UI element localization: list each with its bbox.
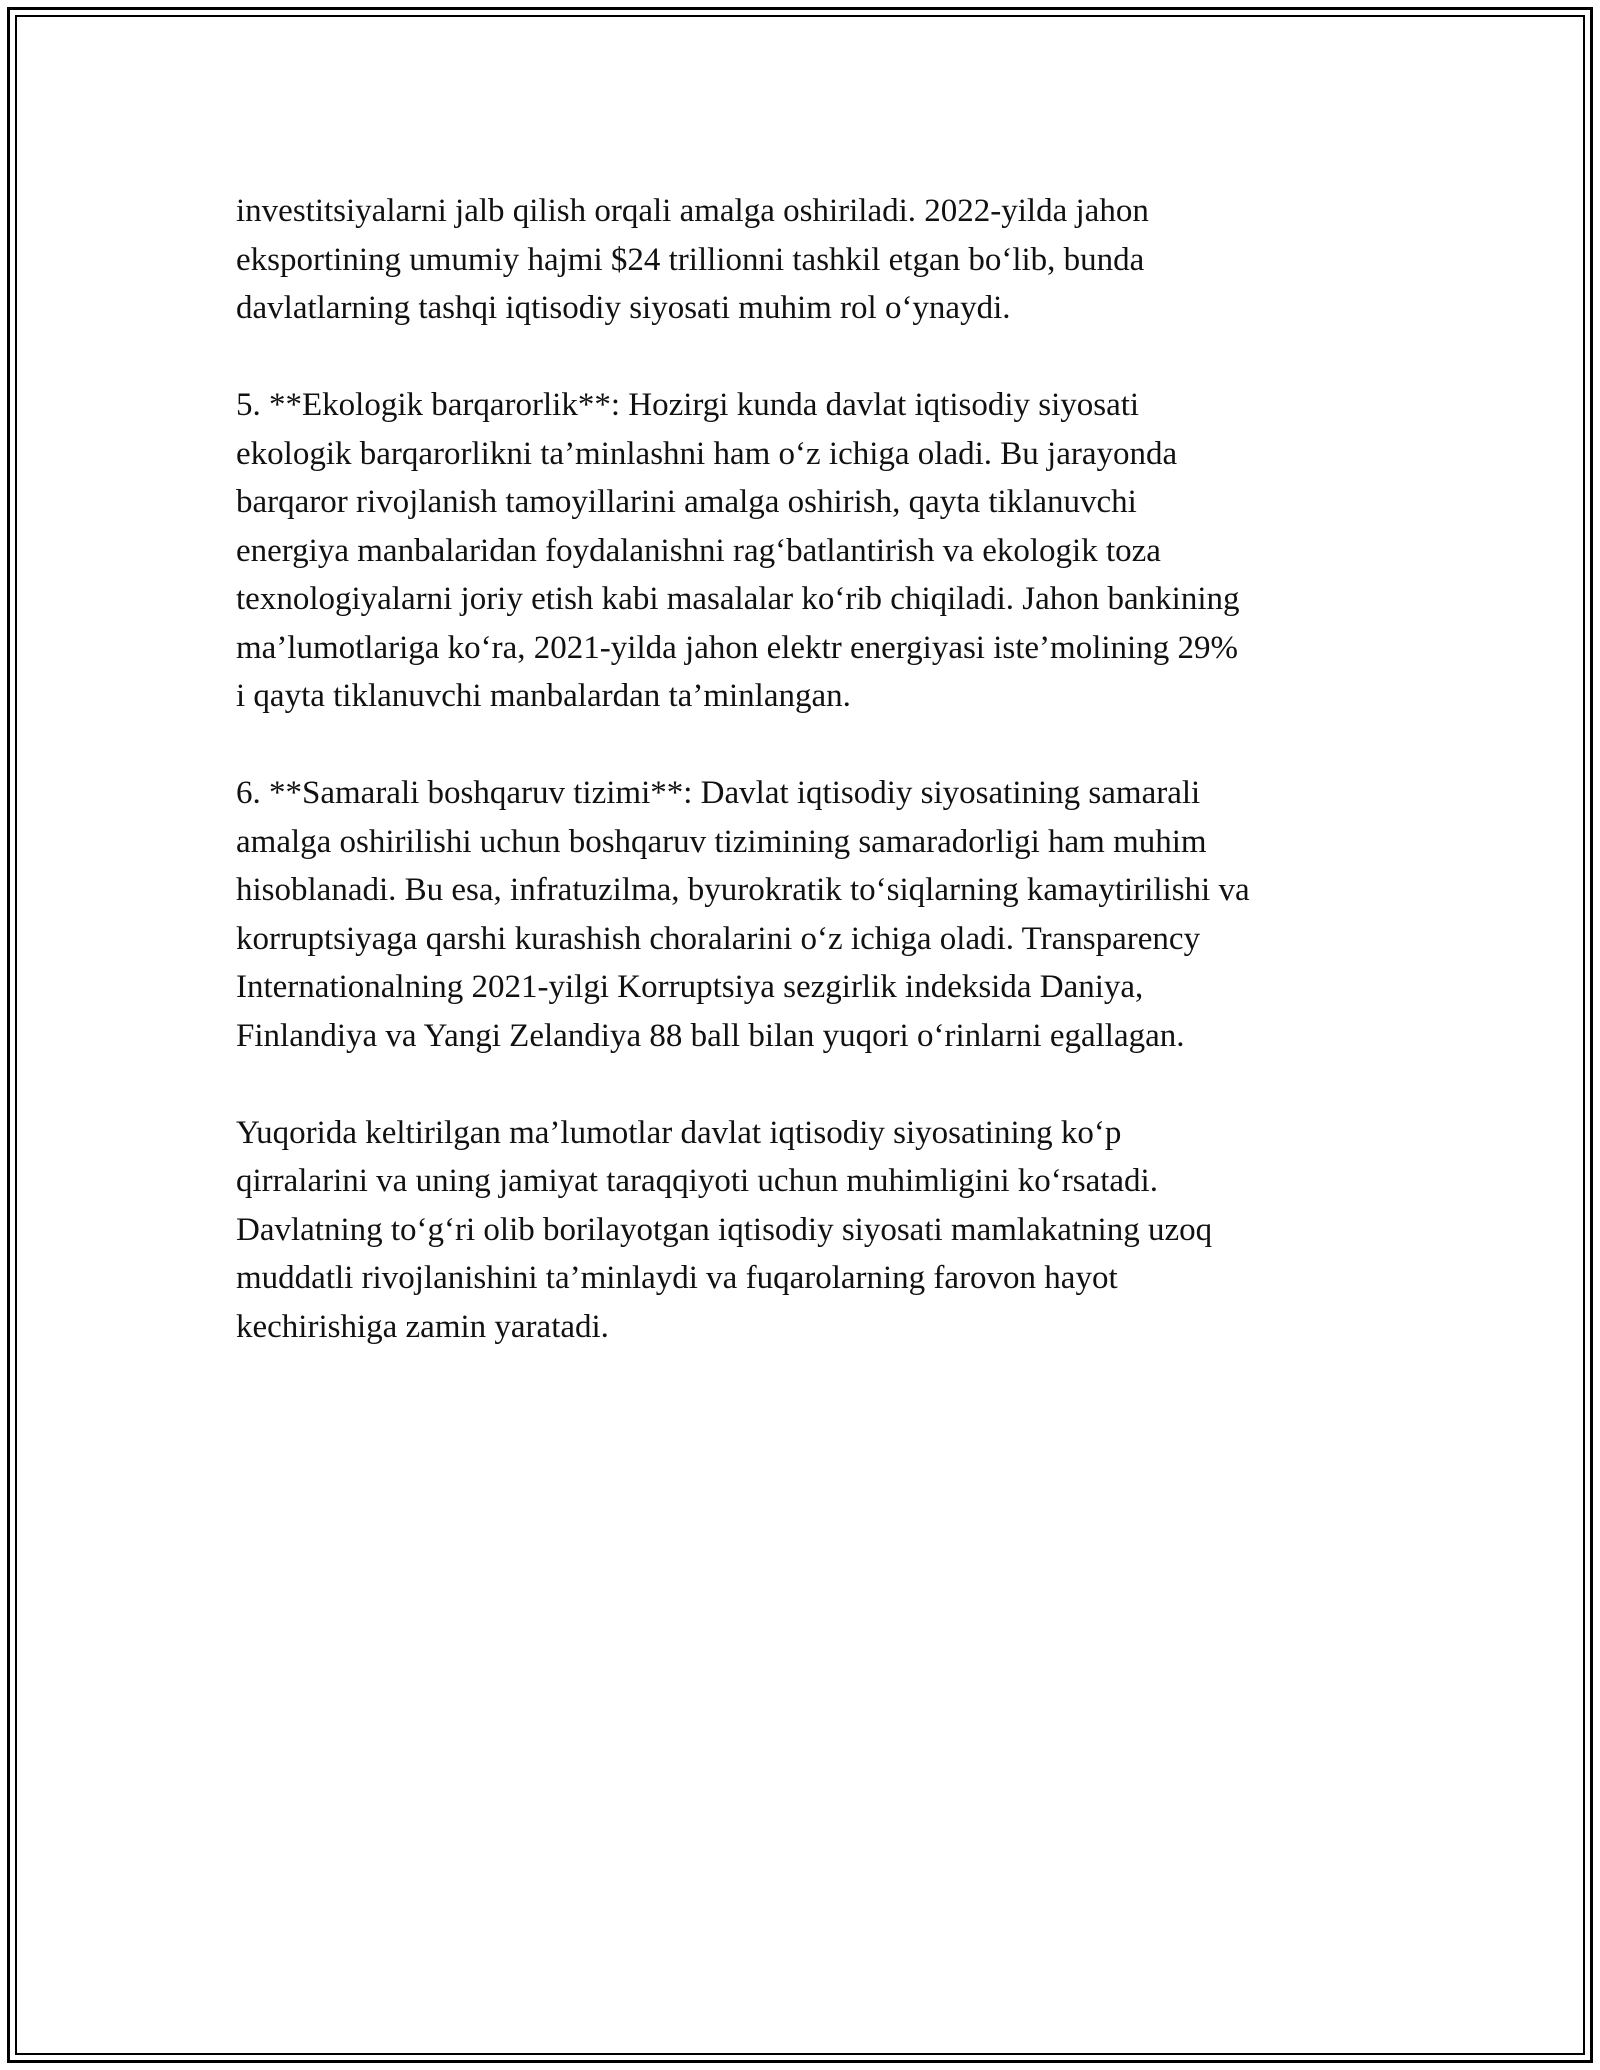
text-line: 5. **Ekologik barqarorlik**: Hozirgi kunda davlat iqtisodiy siyosati	[236, 387, 1140, 423]
document-body	[236, 187, 1386, 1400]
text-line: Internationalning 2021-yilgi Korruptsiya sezgirlik indeksida Daniya,	[236, 969, 1144, 1005]
paragraph-governance-system	[236, 769, 1386, 1060]
text-line: eksportining umumiy hajmi $24 trillionni tashkil etgan bo‘lib, bunda	[236, 241, 1145, 278]
text-line: Yuqorida keltirilgan ma’lumotlar davlat iqtisodiy siyosatining ko‘p	[236, 1114, 1122, 1151]
text-line: Finlandiya va Yangi Zelandiya 88 ball bilan yuqori o‘rinlarni egallagan.	[236, 1017, 1185, 1054]
text-line: kechirishiga zamin yaratadi.	[236, 1308, 609, 1345]
text-line: 6. **Samarali boshqaruv tizimi**: Davlat iqtisodiy siyosatining samarali	[236, 775, 1201, 811]
text-line: amalga oshirilishi uchun boshqaruv tizimining samaradorligi ham muhim	[236, 823, 1207, 860]
paragraph-export-policy	[236, 187, 1386, 333]
text-line: i qayta tiklanuvchi manbalardan ta’minlangan.	[236, 678, 851, 714]
text-line: muddatli rivojlanishini ta’minlaydi va fuqarolarning farovon hayot	[236, 1260, 1118, 1296]
text-line: qirralarini va uning jamiyat taraqqiyoti uchun muhimligini ko‘rsatadi.	[236, 1163, 1158, 1199]
text-line: energiya manbalaridan foydalanishni rag‘batlantirish va ekologik toza	[236, 532, 1161, 569]
text-line: Davlatning to‘g‘ri olib borilayotgan iqtisodiy siyosati mamlakatning uzoq	[236, 1211, 1213, 1248]
text-line: korruptsiyaga qarshi kurashish choralarini o‘z ichiga oladi. Transparency	[236, 920, 1201, 957]
text-line: barqaror rivojlanish tamoyillarini amalga oshirish, qayta tiklanuvchi	[236, 484, 1137, 520]
text-line: davlatlarning tashqi iqtisodiy siyosati muhim rol o‘ynaydi.	[236, 290, 1011, 326]
paragraph-conclusion	[236, 1109, 1386, 1352]
text-line: texnologiyalarni joriy etish kabi masalalar ko‘rib chiqiladi. Jahon bankining	[236, 581, 1240, 617]
paragraph-ecological-sustainability	[236, 381, 1386, 721]
text-line: ekologik barqarorlikni ta’minlashni ham o‘z ichiga oladi. Bu jarayonda	[236, 435, 1178, 472]
text-line: ma’lumotlariga ko‘ra, 2021-yilda jahon elektr energiyasi iste’molining 29%	[236, 629, 1238, 666]
text-line: hisoblanadi. Bu esa, infratuzilma, byurokratik to‘siqlarning kamaytirilishi va	[236, 872, 1250, 908]
text-line: investitsiyalarni jalb qilish orqali amalga oshiriladi. 2022-yilda jahon	[236, 193, 1149, 229]
